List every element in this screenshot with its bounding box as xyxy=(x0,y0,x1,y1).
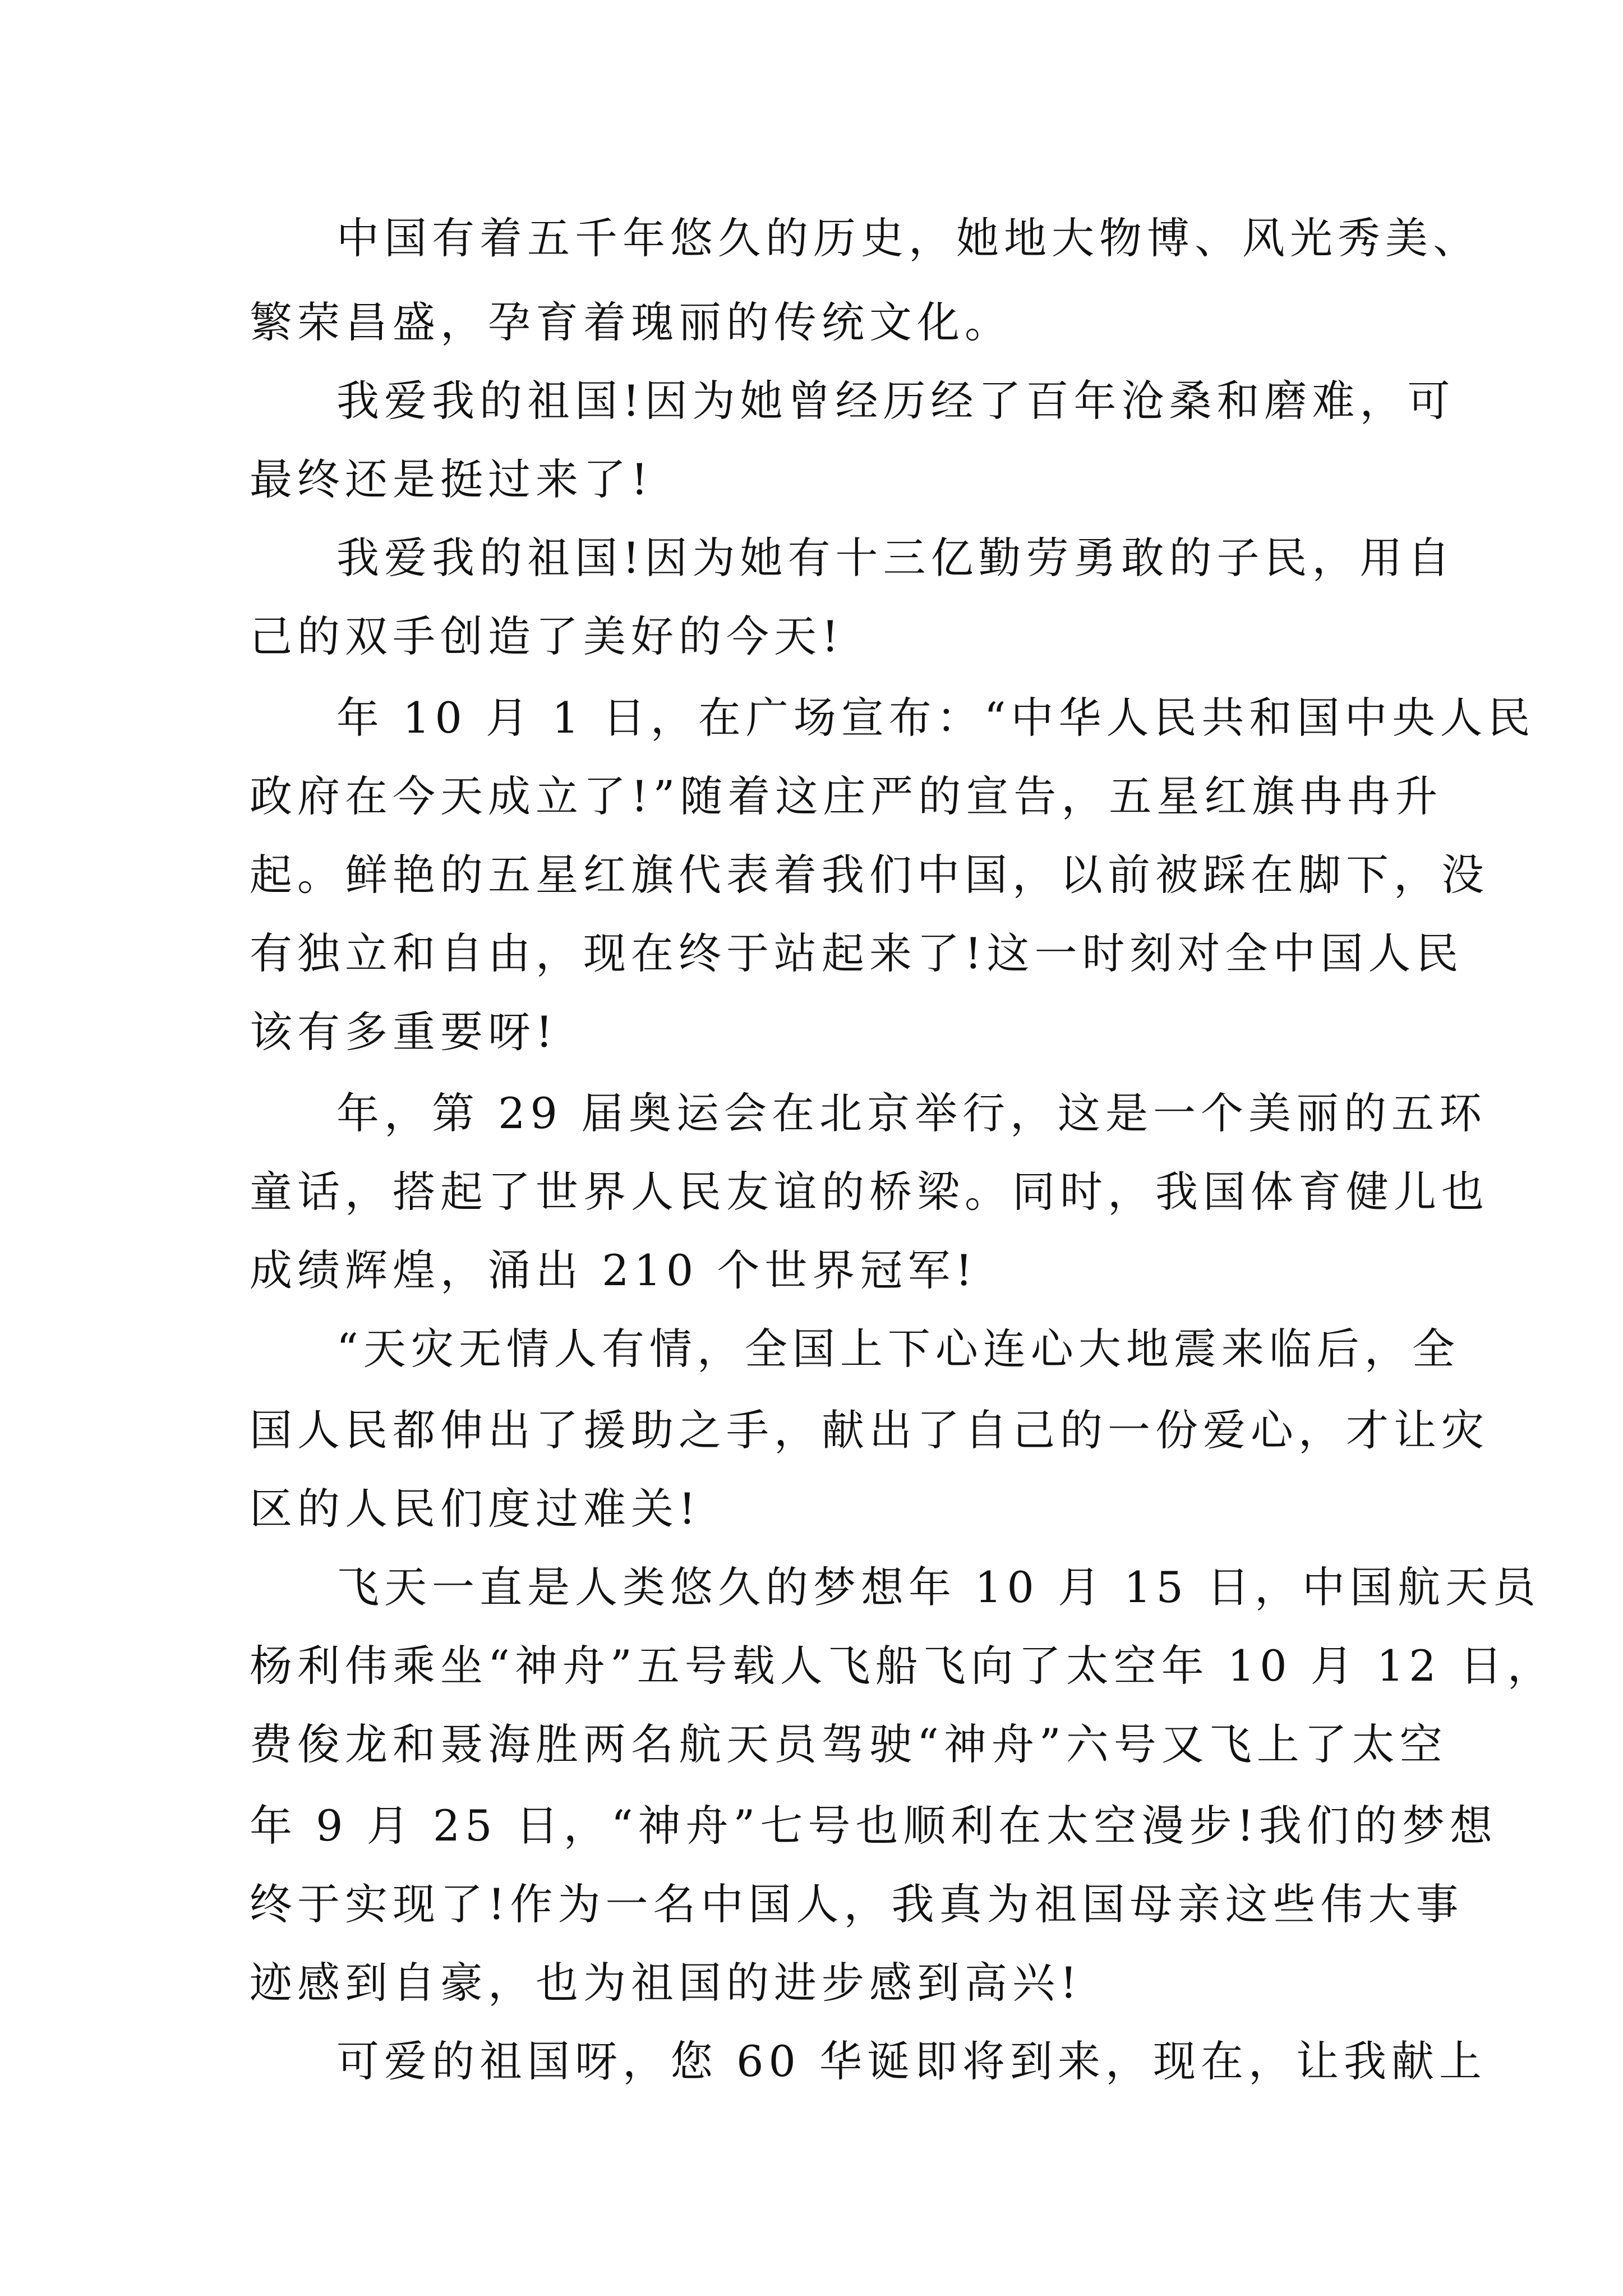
text-line-10: 有独立和自由，现在终于站起来了!这一时刻对全中国人民 xyxy=(250,928,1464,978)
text-line-24: 可爱的祖国呀，您 60 华诞即将到来，现在，让我献上 xyxy=(336,2036,1487,2086)
text-line-23: 迹感到自豪，也为祖国的进步感到高兴! xyxy=(250,1958,1082,2008)
text-line-6: 己的双手创造了美好的今天! xyxy=(250,611,844,661)
text-line-8: 政府在今天成立了!”随着这庄严的宣告，五星红旗冉冉升 xyxy=(250,771,1443,821)
text-line-18: 飞天一直是人类悠久的梦想年 10 月 15 日，中国航天员 xyxy=(336,1562,1541,1612)
text-line-16: 国人民都伸出了援助之手，献出了自己的一份爱心，才让灾 xyxy=(250,1405,1489,1455)
text-line-14: 成绩辉煌，涌出 210 个世界冠军! xyxy=(250,1245,978,1295)
text-line-21: 年 9 月 25 日，“神舟”七号也顺利在太空漫步!我们的梦想 xyxy=(250,1801,1497,1851)
text-line-20: 费俊龙和聂海胜两名航天员驾驶“神舟”六号又飞上了太空 xyxy=(250,1719,1447,1769)
text-line-11: 该有多重要呀! xyxy=(250,1007,558,1057)
text-line-5: 我爱我的祖国!因为她有十三亿勤劳勇敢的子民，用自 xyxy=(336,533,1455,583)
text-line-22: 终于实现了!作为一名中国人，我真为祖国母亲这些伟大事 xyxy=(250,1879,1464,1929)
text-line-4: 最终还是挺过来了! xyxy=(250,454,653,504)
text-line-13: 童话，搭起了世界人民友谊的桥梁。同时，我国体育健儿也 xyxy=(250,1167,1489,1217)
text-line-9: 起。鲜艳的五星红旗代表着我们中国，以前被踩在脚下，没 xyxy=(250,850,1489,900)
text-line-7: 年 10 月 1 日，在广场宣布：“中华人民共和国中央人民 xyxy=(336,693,1536,743)
text-line-2: 繁荣昌盛，孕育着瑰丽的传统文化。 xyxy=(250,297,1012,347)
text-line-12: 年，第 29 届奥运会在北京举行，这是一个美丽的五环 xyxy=(336,1088,1487,1138)
text-line-17: 区的人民们度过难关! xyxy=(250,1484,701,1534)
text-line-3: 我爱我的祖国!因为她曾经历经了百年沧桑和磨难，可 xyxy=(336,376,1455,426)
text-line-19: 杨利伟乘坐“神舟”五号载人飞船飞向了太空年 10 月 12 日， xyxy=(250,1641,1555,1691)
text-line-1: 中国有着五千年悠久的历史，她地大物博、风光秀美、 xyxy=(336,213,1481,263)
text-line-15: “天灾无情人有情，全国上下心连心大地震来临后，全 xyxy=(336,1324,1460,1374)
